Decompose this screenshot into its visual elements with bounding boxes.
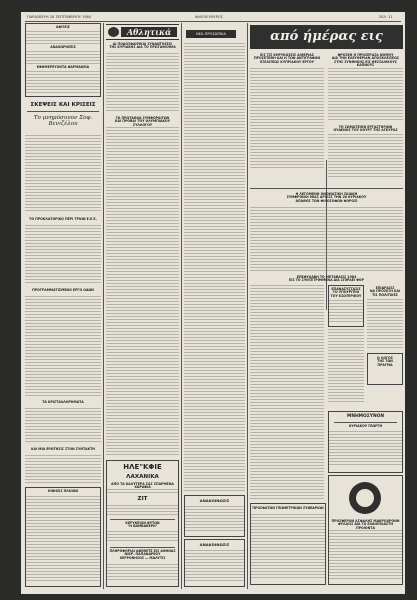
column-3	[184, 23, 245, 589]
memorial-name: ΚΥΡΙΑΚΟΥ ΓΕΩΡΓΗ	[348, 424, 383, 428]
small-boxes-right	[367, 285, 403, 405]
ad-product: ΛΑΧΑΝΙΚΑ	[126, 474, 159, 480]
notice-box	[250, 503, 326, 585]
box-head: ΕΠΑΝΑΣΥΣΤΑΣΙΣ ΤΟ ΥΠΟΥΡΓΕΙΟ ΤΟΥ ΕΣΩΤΕΡΙΚΟΥ	[330, 287, 362, 298]
column-rule	[181, 23, 182, 589]
headline: ΤΟ ΣΩΜΑΤΕΙΟΝ ΕΡΓΑΣΤΗΡΙΩΝ ΟΥΔΕΝΟΣ ΤΟΥ ΚΟΥΡΤ ΤΗΣ ΑΓΚΥΡΑΣ	[333, 125, 398, 133]
column-1	[25, 23, 101, 589]
headline: ΑΙ ΠΟΔΟΣΦΑΙΡΙΚΑΙ ΣΥΝΑΝΤΗΣΕΙΣ ΤΗΣ ΚΥΡΙΑΚΗΣ ΔΙΑ ΤΟ ΠΡΩΤΑΘΛΗΜΑ	[109, 42, 176, 50]
ad-text: ΠΡΟΣΦΕΡΟΝ ΑΣΦΑΛΗΣ ΜΑΚΡΟΧΡΟΝΗ ΦΥΛΑΞΙΣ ΔΙΑ ΤΑ ΕΛΑΙΟΠΛΑΣΤΗ ΠΡΟΙΟΝΤΑ	[331, 519, 400, 530]
subhead: ΠΡΟΓΡΑΜΜΑΤΙΣΜΕΝΟ ΕΡΓΟ ΟΔΩΝ	[32, 288, 94, 292]
small-boxes-left	[328, 285, 364, 405]
feature-title: Το μνημόσυνον Σοφ. Βενιζέλου	[33, 115, 93, 127]
headline: Η ΛΕΓΟΜΕΝΗ ΟΝΟΜΑΤΙΚΗ ΣΚΙΑΚΗ ΣΥΜΦΡΟΝΟΙ ΜΙΑΣ ΑΡΧΙΣΣ ΤΗΝ 26 ΚΥΡΙΑΚΟΥ ΑΠΑΘΟΣ ΤΩΝ ΦΙΛΟΣΟΦΩΝ ΦΟΡΟΣΙ	[286, 192, 367, 203]
storage-advertisement	[328, 475, 403, 585]
advertisement	[106, 460, 179, 587]
memorial-notice	[328, 411, 403, 473]
box-head: ΕΦΗΜΕΡΕΥΟΝΤΑ ΦΑΡΜΑΚΕΙΑ	[36, 65, 90, 69]
ad-title: ΗΛΕ"ΚΦΙΕ	[123, 463, 162, 471]
travel-box	[25, 23, 101, 97]
masthead-title: Αθλητικά	[121, 27, 177, 37]
announcement-box	[184, 495, 245, 537]
subhead: ΤΑ ΚΡΙΣΤΑΛΛΟΡΗΜΑΤΑ	[42, 400, 84, 404]
ad-line: ΑΠΟ ΤΑ ΚΑΛΥΤΕΡΑ ΣΑΣ ΣΠΑΡΜΕΝΑ ΧΩΡΑΦΙΑ	[111, 482, 174, 490]
daily-section	[250, 23, 403, 589]
box-head: ΑΦΙΞΕΙΣ	[56, 25, 70, 29]
column-rule	[247, 23, 248, 589]
box-head: ΚΙΝΗΣΙΣ ΠΛΟΙΩΝ	[47, 489, 79, 493]
header-rule	[25, 21, 401, 22]
paper-name: ΦΙΛΕΛΕΥΘΕΡΟΣ	[195, 15, 223, 19]
right-subcol-left	[250, 54, 324, 184]
headline: ΤΑ ΠΡΩΤΑΘΛΑ ΣΥΜΦΟΡΑΙΤΩΝ ΚΑΙ ΠΡΟΒΑΙ ΤΟΥ ΟΛΥΜΠΙΑΚΟΥ ΣΥΛΛΟΓΟΥ	[115, 116, 170, 127]
ad-bottom: ΠΛΗΡΟΦΟΡΙΑΙ ΑΦΕΘΕΤΕ ΕΙΣ ΑΘΗΝΑΣ ΝΙΚΡ. ΠΑΠΑΝΔΡΕΟΥ ΧΕΡΡΟΝΗΣΟΣ — ΜΑΛΥΤΙΣ	[109, 549, 176, 560]
subhead: ΤΟ ΠΡΟΚΛΑΤΟΡΙΚΟ ΠΕΡΙ ΤΡΙΩΝ Ε.Ε.Ε.	[29, 217, 97, 221]
box-head: ΑΝΑΧΩΡΗΣΕΙΣ	[50, 45, 76, 49]
announcement-box	[184, 539, 245, 587]
column-rule	[103, 23, 104, 589]
section-title: ΣΚΕΨΕΙΣ ΚΑΙ ΚΡΙΣΕΙΣ	[30, 102, 96, 108]
issue-date: ΠΑΡΑΣΚΕΥΗ 28 ΣΕΠΤΕΜΒΡΙΟΥ 1984	[27, 15, 92, 19]
newspaper-sheet	[21, 12, 405, 594]
memorial-title: ΜΝΗΜΟΣΥΝΟΝ	[346, 414, 385, 419]
ad-brand: ΖΙΤ	[137, 496, 148, 502]
page-number: ΣΕΛ. 11	[379, 15, 393, 19]
headline: ΕΠΕΦΥΛΑΒΗ ΤΟ ΜΕΤΑΒΑΣΙΣ 1984 ΕΙΣ ΤΟ ΣΥΝΤΕΤΡΙΜΜΕΝΑ ΔΙΑ ΣΠΙΡΑΕΙ ΦΟΡ	[289, 275, 364, 283]
announcement-title: ΑΝΑΚΟΙΝΩΣΙΣ	[199, 542, 230, 547]
column-tag: ΝΕΑ ΠΡΟΣΩΠΙΚΑ	[186, 30, 236, 38]
subhead: ΚΑΙ ΜΙΑ ΕΡΩΤΗΣΙΣ ΣΤΟΝ ΣΥΝΤΑΚΤΗ	[31, 447, 95, 451]
shipping-box	[25, 487, 101, 587]
column-2	[106, 23, 179, 589]
right-subcol-right	[328, 54, 403, 184]
ad-shop: ΚΕΡΥΚΕΙΟΝ ΦΥΤΩΝ "Η ΒΑΜΒΑΚΕΡΗ"	[125, 521, 160, 529]
headline: ΕΙΣ ΤΙΣ ΚΗΡΥΚΩΣΕΙΣ ΑΙΘΕΡΙΑΣ ΠΡΟΣΕΤΕΘΗ ΚΑΙ Η ΤΩΝ ΑΝΤΙΓΡΑΦΩΝ ΕΞΕΛΙΞΕΩΣ ΚΥΠΡΙΑΚΟΥ ΕΡΓΟΥ	[254, 53, 320, 64]
ball-icon	[108, 27, 119, 37]
headline: ΦΡΟΣΕΗ Η ΠΡΟΣΕΡΑΣΑ ΝΟΜΟΥ ΔΙΑ ΤΗΝ ΕΛΕΥΘΕΡΙΑΝ ΑΠΟΣΚΛΕΙΣΕΩΣ ΣΤΗΣ ΣΥΝΘΗΚΗΣ ΕΙΣ ΘΕΣΣΑΛΙΚΟΥΣ ΚΑΠΝΟΥΣ	[331, 53, 400, 68]
notice-title: ΠΡΟΣΦΑΤΩΝ ΓΕΩΜΕΤΡΙΚΩΝ ΣΥΝΕΔΡΙΩΝ	[252, 506, 324, 510]
announcement-title: ΑΝΑΚΟΙΝΩΣΙΣ	[199, 498, 230, 503]
box-head: Ο ΛΟΓΟΣ ΤΗΣ ΤΩΝ ΠΡΑΓΜΑ	[377, 356, 393, 367]
box-head: ΕΠΙΔΡΑΣΙΣ ΝΑ ΠΡΟΣΕΞΗ ΚΑΙ ΤΙΣ ΠΟΛΙΤΙΚΕΣ	[369, 286, 401, 297]
section-banner: από ήμέρας εις	[250, 25, 403, 49]
emblem-icon	[329, 478, 402, 518]
sports-masthead	[106, 24, 179, 40]
